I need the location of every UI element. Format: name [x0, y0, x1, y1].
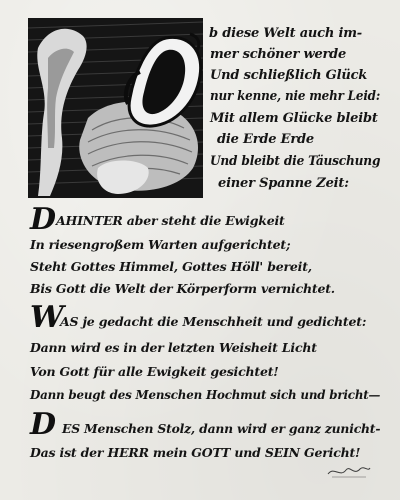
poem-line: einer Spanne Zeit:: [218, 176, 349, 191]
poem-line: Und bleibt die Täuschung: [210, 154, 381, 169]
illuminated-initial: [28, 18, 203, 198]
poem-line: AHINTER aber steht die Ewigkeit: [56, 213, 285, 228]
poem-line: Das ist der HERR mein GOTT und SEIN Gericht!: [30, 445, 361, 460]
poem-line: Von Gott für alle Ewigkeit gesichtet!: [30, 364, 279, 379]
poem-line: Dann beugt des Menschen Hochmut sich und bricht—: [30, 387, 381, 402]
stanza-initial: D: [30, 407, 57, 442]
poem-line: die Erde Erde: [217, 132, 314, 147]
poem-line: Dann wird es in der letzten Weisheit Licht: [30, 340, 317, 355]
poem-line: Bis Gott die Welt der Körperform vernichtet.: [30, 281, 335, 296]
poem-line: Mit allem Glücke bleibt: [210, 111, 378, 126]
poem-line: Und schließlich Glück: [210, 68, 368, 83]
woodcut-illustration-icon: [28, 18, 203, 198]
artist-signature-icon: [326, 462, 372, 480]
poem-line: b diese Welt auch im-: [209, 26, 362, 41]
poem-line: mer schöner werde: [210, 47, 347, 62]
poem-line: In riesengroßem Warten aufgerichtet;: [30, 237, 291, 252]
poem-line: AS je gedacht die Menschheit und gedichtet:: [60, 314, 367, 329]
poem-line: ES Menschen Stolz, dann wird er ganz zunicht-: [62, 421, 381, 436]
poem-line: Steht Gottes Himmel, Gottes Höll' bereit,: [30, 259, 312, 274]
poem-line: nur kenne, nie mehr Leid:: [210, 89, 381, 104]
stanza-initial: W: [30, 300, 64, 335]
stanza-initial: D: [30, 202, 57, 237]
